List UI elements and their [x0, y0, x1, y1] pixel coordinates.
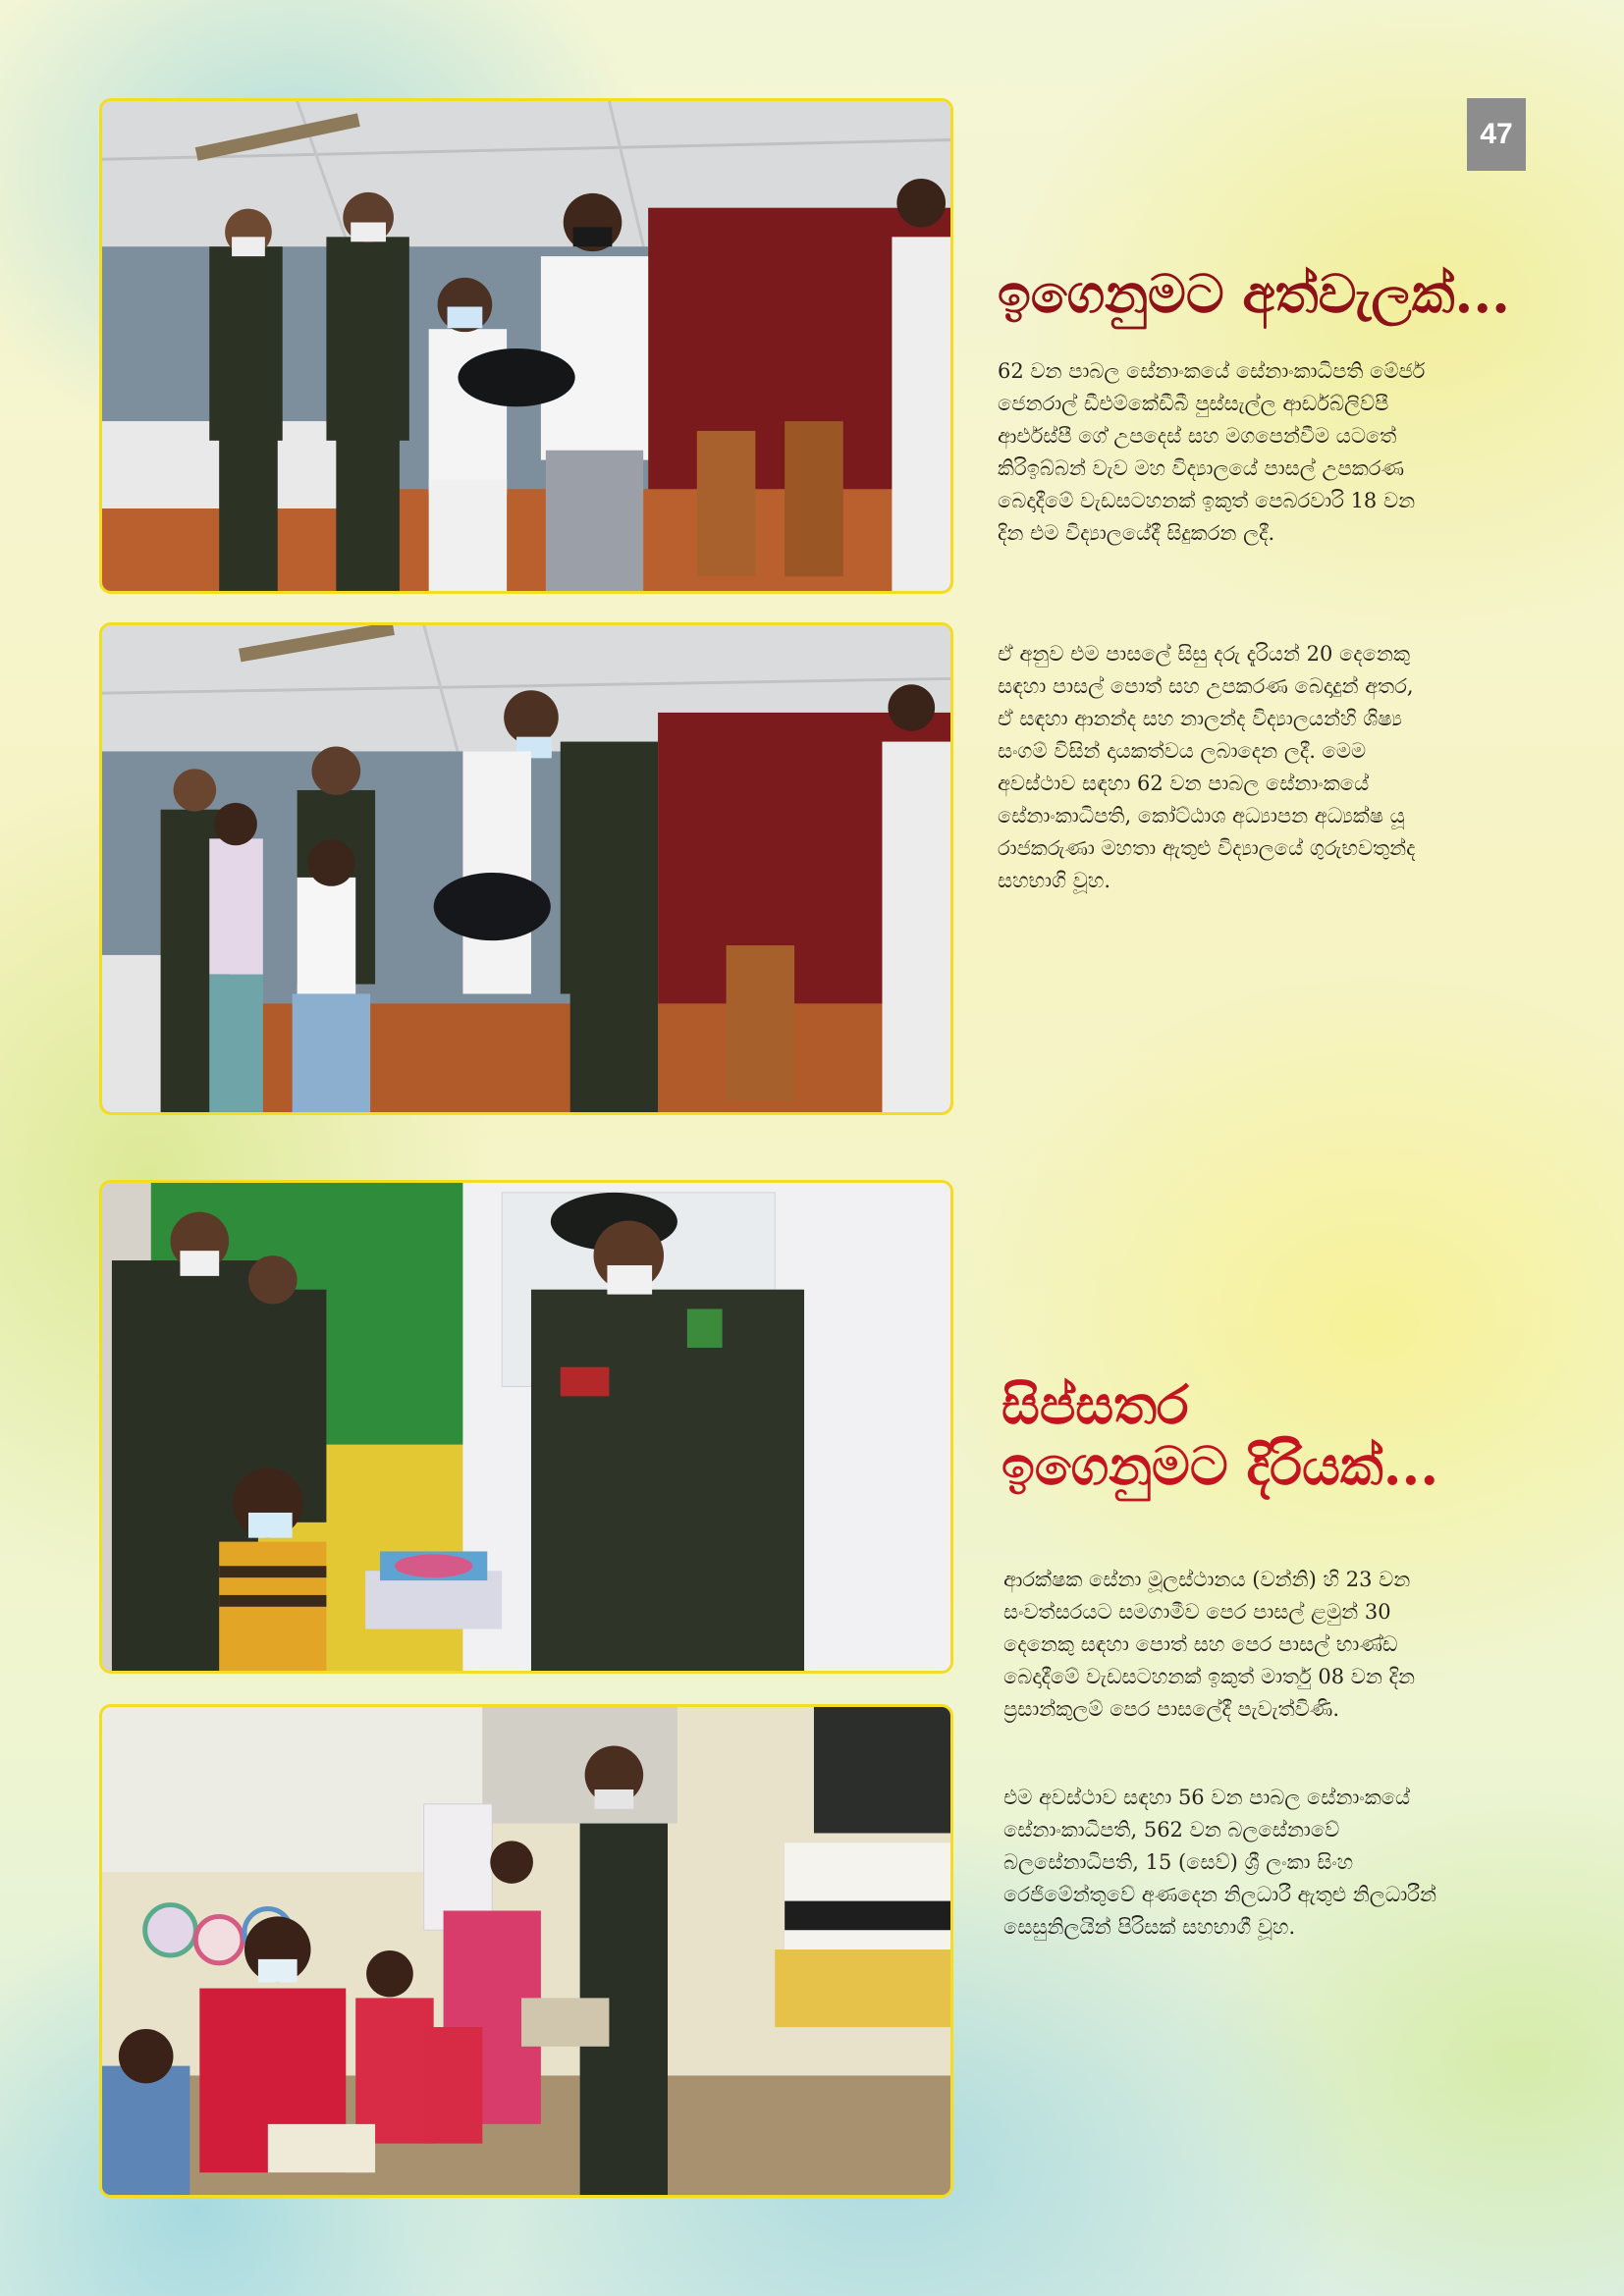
- photo-school-supplies-handover-2: [99, 622, 953, 1115]
- article1-paragraph-1: 62 වන පාබල සේනාංකයේ සේනාංකාධිපති මේජර් ජෙනරාල් ඩීඑම්කේඩීබී පුස්සැල්ල ආර්ඩබ්ලිව්පී ආර්එස්පී ගේ උපදෙස් සහ මගපෙන්වීම යටතේ කිරිඉබ්බන් වැව මහ විද්‍යාලයේ පාසල් උපකරණ බෙදාදීමේ වැඩසටහනක් ඉකුත් පෙබරවාරි 18 වන දින එම විද්‍යාලයේදී සිදුකරන ලදී.: [998, 359, 1426, 545]
- photo-preschool-classroom-distribution: [99, 1704, 953, 2198]
- article2-title-line-1: සිප්සතර: [1001, 1373, 1189, 1436]
- photo-preschool-gifts-handover: [99, 1180, 953, 1674]
- article-title-preschool-encouragement: [1001, 1374, 1591, 1496]
- article1-paragraph-2: ඒ අනුව එම පාසලේ සිසු දරු දැරියන් 20 දෙනෙකු සඳහා පාසල් පොත් සහ උපකරණ බෙදාදුන් අතර, ඒ සඳහා ආනන්ද සහ නාලන්ද විද්‍යාලයන්හි ශිෂ්‍ය සංගම් විසින් දායකත්වය ලබාදෙන ලදී. මෙම අවස්ථාව සඳහා 62 වන පාබල සේනාංකයේ සේනාංකාධිපති, කෝට්ඨාශ අධ්‍යාපන අධ්‍යක්ෂ යූ රාජකරුණා මහතා ඇතුළු විද්‍යාලයේ ගුරුභවතුන්ද සහභාගි වූහ.: [998, 642, 1416, 892]
- article-title-learning-support: ඉගෙනුමට අත්වැලක්...: [998, 262, 1510, 325]
- article2-title-line-2: ඉගෙනුමට දිරියක්...: [1001, 1434, 1439, 1498]
- article2-paragraph-1: ආරක්ෂක සේනා මූලස්ථානය (වන්නි) හි 23 වන සංවත්සරයට සමගාමීව පෙර පාසල් ළමුන් 30 දෙනෙකු සඳහා පොත් සහ පෙර පාසල් භාණ්ඩ බෙදාදීමේ වැඩසටහනක් ඉකුත් මාර්තු 08 වන දින ප්‍රසාන්කුලම් පෙර පාසලේදී පැවැත්විණි.: [1003, 1568, 1416, 1721]
- article2-paragraph-2: එම අවස්ථාව සඳහා 56 වන පාබල සේනාංකයේ සේනාංකාධිපති, 562 වන බලසේනාවේ බලසේනාධිපති, 15 (සෙව්) ශ්‍රී ලංකා සිංහ රෙජිමේන්තුවේ අණදෙන නිලධාරී ඇතුළු නිලධාරීන් සෙසුනිලයින් පිරිසක් සහභාගී වූහ.: [1003, 1786, 1437, 1939]
- photo-school-supplies-handover-1: [99, 98, 953, 594]
- page-number-badge: 47: [1467, 98, 1526, 171]
